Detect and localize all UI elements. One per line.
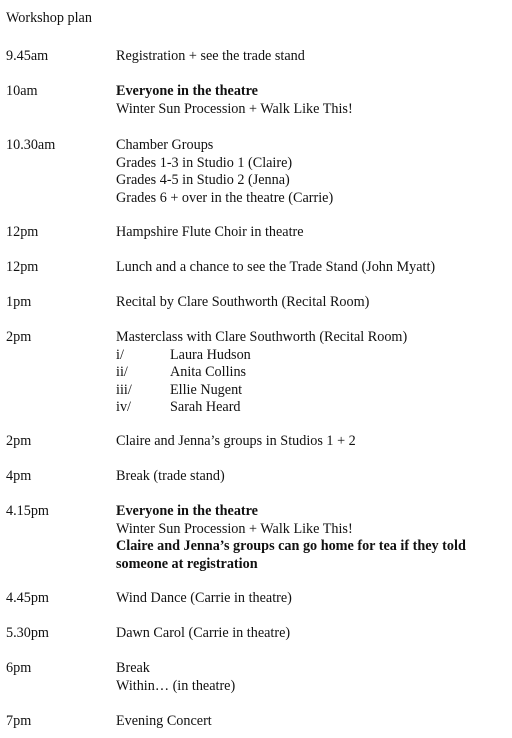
entry-line: Masterclass with Clare Southworth (Recital Room) xyxy=(116,329,408,345)
student-number: iv/ xyxy=(116,399,131,415)
student-name: Anita Collins xyxy=(170,364,247,380)
entry-description xyxy=(116,660,506,695)
page-title: Workshop plan xyxy=(6,10,92,26)
entry-description xyxy=(116,590,506,608)
entry-line-bold: Everyone in the theatre xyxy=(116,503,258,519)
entry-line: Within… (in theatre) xyxy=(116,677,236,694)
entry-line: Dawn Carol (Carrie in theatre) xyxy=(116,625,291,641)
entry-line: Hampshire Flute Choir in theatre xyxy=(116,224,304,240)
entry-time: 6pm xyxy=(6,660,32,676)
entry-line: Recital by Clare Southworth (Recital Room) xyxy=(116,294,370,310)
entry-description xyxy=(116,83,506,118)
entry-line: Lunch and a chance to see the Trade Stand (John Myatt) xyxy=(116,259,436,275)
entry-line: Winter Sun Procession + Walk Like This! xyxy=(116,100,353,117)
student-item xyxy=(116,382,506,400)
entry-time: 9.45am xyxy=(6,48,49,64)
entry-description xyxy=(116,137,506,207)
entry-time: 2pm xyxy=(6,433,32,449)
entry-time: 12pm xyxy=(6,259,39,275)
student-item xyxy=(116,347,506,365)
student-item xyxy=(116,399,506,417)
entry-description xyxy=(116,468,506,486)
entry-line: Wind Dance (Carrie in theatre) xyxy=(116,590,292,606)
entry-time: 5.30pm xyxy=(6,625,49,641)
entry-description xyxy=(116,713,506,731)
entry-line-bold: Everyone in the theatre xyxy=(116,83,258,99)
student-number: ii/ xyxy=(116,364,128,380)
entry-line: Evening Concert xyxy=(116,713,212,729)
entry-line: Break (trade stand) xyxy=(116,468,225,484)
entry-time: 1pm xyxy=(6,294,32,310)
entry-time: 4.15pm xyxy=(6,503,49,519)
entry-line: Break xyxy=(116,660,150,676)
student-item xyxy=(116,364,506,382)
entry-description xyxy=(116,224,506,242)
entry-time: 4.45pm xyxy=(6,590,49,606)
entry-line: Grades 4-5 in Studio 2 (Jenna) xyxy=(116,172,290,188)
entry-description xyxy=(116,503,506,573)
entry-time: 10.30am xyxy=(6,137,56,153)
student-name: Sarah Heard xyxy=(170,399,241,415)
entry-line: Grades 6 + over in the theatre (Carrie) xyxy=(116,189,334,206)
entry-description xyxy=(116,259,506,277)
student-name: Ellie Nugent xyxy=(170,381,243,398)
entry-description xyxy=(116,329,506,417)
student-name: Laura Hudson xyxy=(170,346,251,363)
entry-description xyxy=(116,625,506,643)
entry-line: Claire and Jenna’s groups in Studios 1 + 2 xyxy=(116,433,356,449)
entry-time: 4pm xyxy=(6,468,32,484)
entry-line: Winter Sun Procession + Walk Like This! xyxy=(116,520,353,537)
entry-line: Grades 1-3 in Studio 1 (Claire) xyxy=(116,154,293,171)
entry-time: 12pm xyxy=(6,224,39,240)
entry-description xyxy=(116,48,506,66)
entry-line: Registration + see the trade stand xyxy=(116,48,305,64)
entry-line-bold: Claire and Jenna’s groups can go home for tea if they told someone at registration xyxy=(116,538,466,572)
student-number: iii/ xyxy=(116,381,132,398)
entry-time: 7pm xyxy=(6,713,32,729)
entry-description xyxy=(116,433,506,451)
entry-line: Chamber Groups xyxy=(116,137,214,153)
student-number: i/ xyxy=(116,346,124,363)
entry-time: 2pm xyxy=(6,329,32,345)
entry-time: 10am xyxy=(6,83,38,99)
entry-description xyxy=(116,294,506,312)
